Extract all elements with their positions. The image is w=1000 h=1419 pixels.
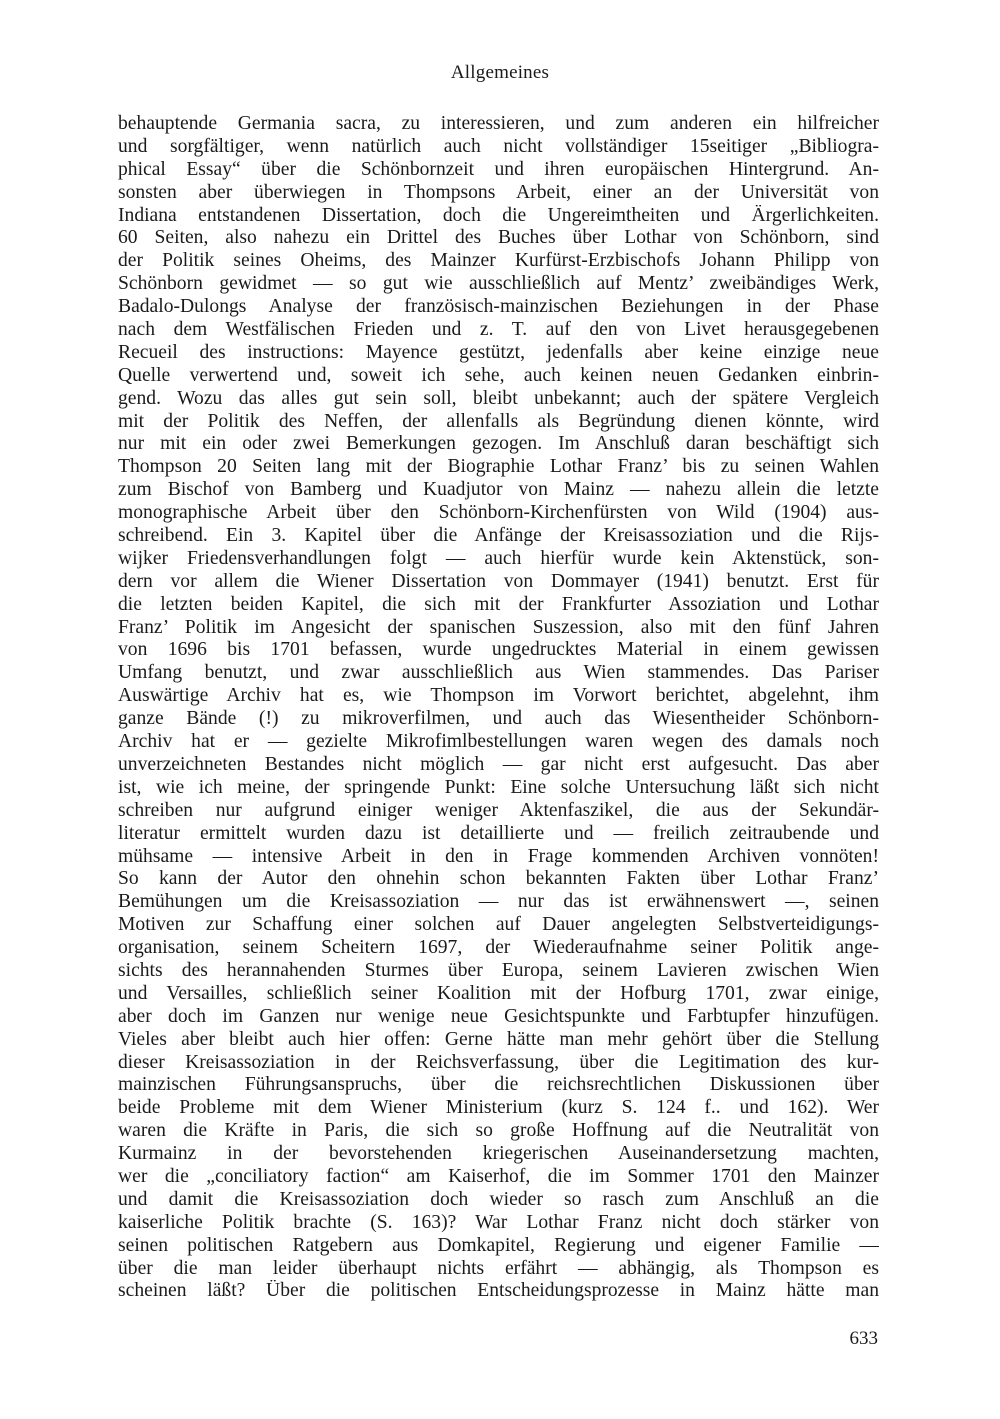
text-line: seinen politischen Ratgebern aus Domkapitel, Regierung und eigener Familie — (118, 1234, 879, 1256)
text-line: monographische Arbeit über den Schönborn-Kirchenfürsten von Wild (1904) aus- (118, 502, 879, 524)
text-line: Schönborn gewidmet — so gut wie ausschließlich auf Mentz’ zweibändiges Werk, (118, 273, 879, 295)
text-line: sonsten aber überwiegen in Thompsons Arbeit, einer an der Universität von (118, 181, 879, 203)
text-line: Franz’ Politik im Angesicht der spanischen Suszession, also mit den fünf Jahren (118, 616, 879, 638)
text-line: Quelle verwertend und, soweit ich sehe, auch keinen neuen Gedanken einbrin- (118, 364, 879, 386)
page-number: 633 (849, 1328, 878, 1349)
text-line: aber doch im Ganzen nur wenige neue Gesichtspunkte und Farbtupfer hinzufügen. (118, 1005, 879, 1027)
text-line: Bemühungen um die Kreisassoziation — nur das ist erwähnenswert —, seinen (118, 891, 879, 913)
text-line: waren die Kräfte in Paris, die sich so große Hoffnung auf die Neutralität von (118, 1120, 879, 1142)
text-line: Indiana entstandenen Dissertation, doch die Ungereimtheiten und Ärgerlichkeiten. (118, 204, 879, 226)
text-line: und damit die Kreisassoziation doch wieder so rasch zum Anschluß an die (118, 1188, 879, 1210)
text-line: Motiven zur Schaffung einer solchen auf Dauer angelegten Selbstverteidigungs- (118, 914, 879, 936)
text-line: Recueil des instructions: Mayence gestützt, jedenfalls aber keine einzige neue (118, 341, 879, 363)
text-line: dern vor allem die Wiener Dissertation von Dommayer (1941) benutzt. Erst für (118, 570, 879, 592)
text-line: Umfang benutzt, und zwar ausschließlich aus Wien stammendes. Das Pariser (118, 662, 879, 684)
text-line: schreiben nur aufgrund einiger weniger Aktenfaszikel, die aus der Sekundär- (118, 799, 879, 821)
text-line: über die man leider überhaupt nichts erfährt — abhängig, als Thompson es (118, 1257, 879, 1279)
text-line: Badalo-Dulongs Analyse der französisch-mainzischen Beziehungen in der Phase (118, 296, 879, 318)
text-line: ist, wie ich meine, der springende Punkt: Eine solche Untersuchung läßt sich nicht (118, 776, 879, 798)
text-line: von 1696 bis 1701 befassen, wurde ungedrucktes Material in einem gewissen (118, 639, 879, 661)
text-line: wer die „conciliatory faction“ am Kaiserhof, die im Sommer 1701 den Mainzer (118, 1165, 879, 1187)
text-line: literatur ermittelt wurden dazu ist detaillierte und — freilich zeitraubende und (118, 822, 879, 844)
text-line: nach dem Westfälischen Frieden und z. T. auf den von Livet herausgegebenen (118, 319, 879, 341)
text-line: Thompson 20 Seiten lang mit der Biographie Lothar Franz’ bis zu seinen Wahlen (118, 456, 879, 478)
running-head: Allgemeines (450, 62, 550, 83)
text-line: dieser Kreisassoziation in der Reichsverfassung, über die Legitimation des kur- (118, 1051, 879, 1073)
text-line: scheinen läßt? Über die politischen Entscheidungsprozesse in Mainz hätte man (118, 1280, 879, 1302)
text-line: Auswärtige Archiv hat es, wie Thompson im Vorwort berichtet, abgelehnt, ihm (118, 685, 879, 707)
text-line: Kurmainz in der bevorstehenden kriegerischen Auseinandersetzung machten, (118, 1143, 879, 1165)
text-line: organisation, seinem Scheitern 1697, der Wiederaufnahme seiner Politik ange- (118, 937, 879, 959)
body-text (118, 113, 879, 1303)
text-line: und sorgfältiger, wenn natürlich auch nicht vollständiger 15seitiger „Bibliogra- (118, 135, 879, 157)
text-line: sichts des herannahenden Sturmes über Europa, seinem Lavieren zwischen Wien (118, 959, 879, 981)
text-line: mühsame — intensive Arbeit in den in Frage kommenden Archiven vonnöten! (118, 845, 879, 867)
text-line: schreibend. Ein 3. Kapitel über die Anfänge der Kreisassoziation und die Rijs- (118, 525, 879, 547)
text-line: So kann der Autor den ohnehin schon bekannten Fakten über Lothar Franz’ (118, 868, 879, 890)
text-line: unverzeichneten Bestandes nicht möglich — gar nicht erst aufgesucht. Das aber (118, 753, 879, 775)
text-line: gend. Wozu das alles gut sein soll, bleibt unbekannt; auch der spätere Vergleich (118, 387, 879, 409)
text-line: ganze Bände (!) zu mikroverfilmen, und auch das Wiesentheider Schönborn- (118, 708, 879, 730)
text-line: behauptende Germania sacra, zu interessieren, und zum anderen ein hilfreicher (118, 113, 879, 134)
text-line: mainzischen Führungsanspruchs, über die reichsrechtlichen Diskussionen über (118, 1074, 879, 1096)
text-line: zum Bischof von Bamberg und Kuadjutor von Mainz — nahezu allein die letzte (118, 479, 879, 501)
text-line: wijker Friedensverhandlungen folgt — auch hierfür wurde kein Aktenstück, son- (118, 547, 879, 569)
text-line: mit der Politik des Neffen, der allenfalls als Begründung dienen könnte, wird (118, 410, 879, 432)
text-line: und Versailles, schließlich seiner Koalition mit der Hofburg 1701, zwar einige, (118, 982, 879, 1004)
text-line: beide Probleme mit dem Wiener Ministerium (kurz S. 124 f.. und 162). Wer (118, 1097, 879, 1119)
text-line: nur mit ein oder zwei Bemerkungen gezogen. Im Anschluß daran beschäftigt sich (118, 433, 879, 455)
text-line: die letzten beiden Kapitel, die sich mit der Frankfurter Assoziation und Lothar (118, 593, 879, 615)
text-line: Vieles aber bleibt auch hier offen: Gerne hätte man mehr gehört über die Stellung (118, 1028, 879, 1050)
text-line: Archiv hat er — gezielte Mikrofimlbestellungen waren wegen des damals noch (118, 731, 879, 753)
text-line: der Politik seines Oheims, des Mainzer Kurfürst-Erzbischofs Johann Philipp von (118, 250, 879, 272)
text-line: 60 Seiten, also nahezu ein Drittel des Buches über Lothar von Schönborn, sind (118, 227, 879, 249)
text-line: kaiserliche Politik brachte (S. 163)? War Lothar Franz nicht doch stärker von (118, 1211, 879, 1233)
text-line: phical Essay“ über die Schönbornzeit und ihren europäischen Hintergrund. An- (118, 158, 879, 180)
